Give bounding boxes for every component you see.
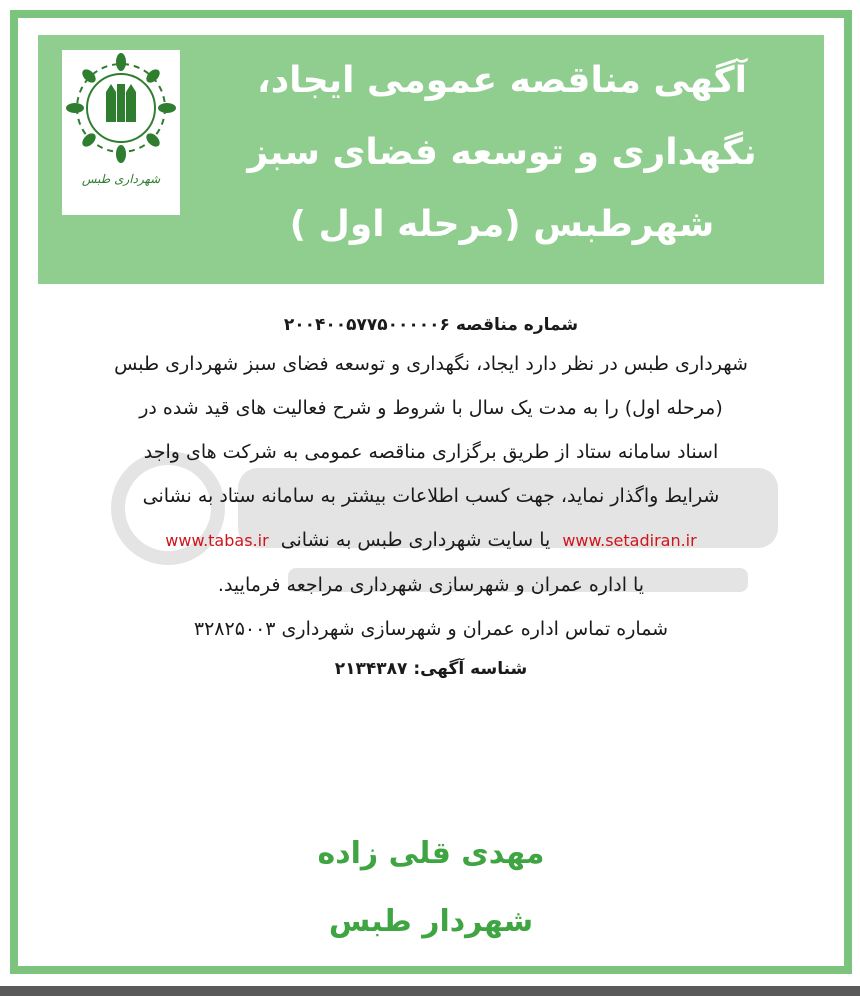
url-line [44,518,818,563]
paragraph-line: (مرحله اول) را به مدت یک سال با شروط و شرح فعالیت های قید شده در [139,397,723,419]
signatory-name: مهدی قلی زاده [317,836,545,871]
title-line-3: شهرطبس (مرحله اول ) [289,204,715,245]
ad-id-value: ۲۱۳۴۳۸۷ [334,659,408,679]
notice-title [198,45,806,261]
title-line-1: آگهی مناقصه عمومی ایجاد، [257,60,747,101]
title-line-2: نگهداری و توسعه فضای سبز [247,132,757,173]
paragraph-line: شهرداری طبس در نظر دارد ایجاد، نگهداری و توسعه فضای سبز شهرداری طبس [114,353,748,375]
tender-label: شماره مناقصه [455,315,579,335]
tender-number-line [44,308,818,342]
signatory-position: شهردار طبس [328,904,534,939]
notice-body [44,308,818,687]
paragraph-line: شرایط واگذار نماید، جهت کسب اطلاعات بیشتر به سامانه ستاد به نشانی [142,485,720,507]
logo-caption: شهرداری طبس [81,172,161,186]
site-text: یا سایت شهرداری طبس به نشانی [280,529,551,551]
emblem-icon [62,50,180,215]
ad-id-label: شناسه آگهی: [413,659,528,679]
ad-id-line [44,651,818,687]
office-line: یا اداره عمران و شهرسازی شهرداری مراجعه فرمایید. [217,574,645,596]
setadiran-link[interactable]: www.setadiran.ir [562,531,697,550]
notice-paragraph [44,342,818,651]
contact-line: شماره تماس اداره عمران و شهرسازی شهرداری ۳۲۸۲۵۰۰۳ [193,618,669,640]
bottom-strip [0,986,860,996]
notice-header [38,35,824,284]
tabas-link[interactable]: www.tabas.ir [165,531,269,550]
paragraph-line: اسناد سامانه ستاد از طریق برگزاری مناقصه عمومی به شرکت های واجد [143,441,719,463]
notice-frame [10,10,852,974]
tender-number: ۲۰۰۴۰۰۵۷۷۵۰۰۰۰۰۶ [283,315,450,335]
municipality-logo [62,50,180,215]
